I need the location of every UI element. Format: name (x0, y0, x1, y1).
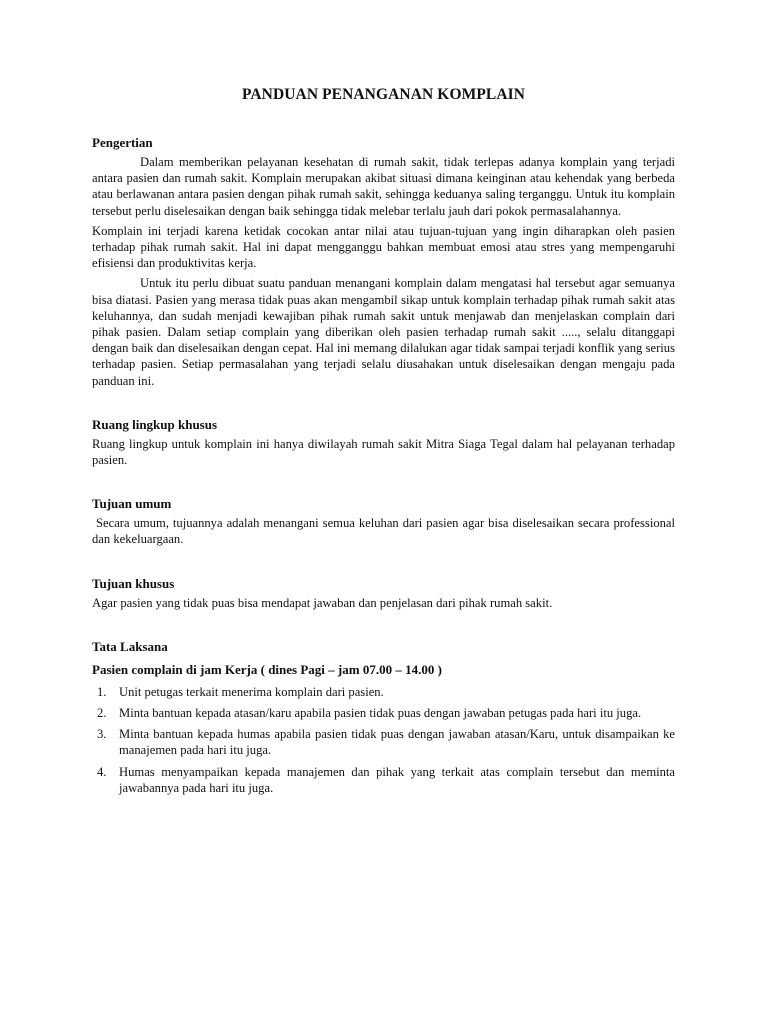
paragraph-pengertian-2: Komplain ini terjadi karena ketidak cocokan antar nilai atau tujuan-tujuan yang ingin diharapkan oleh pasien terhadap pihak rumah sakit. Hal ini dapat mengganggu bahkan membuat emosi atau stres yang mempengaruhi efisiensi dan produktivitas kerja. (92, 223, 675, 271)
paragraph-tujuan-khusus: Agar pasien yang tidak puas bisa mendapat jawaban dan penjelasan dari pihak rumah sakit. (92, 595, 553, 610)
list-item-text: Humas menyampaikan kepada manajemen dan pihak yang terkait atas complain tersebut dan meminta jawabannya pada hari itu juga. (119, 764, 675, 795)
list-item-number: 1. (97, 684, 107, 699)
list-item (92, 764, 675, 796)
section-pengertian (92, 134, 675, 389)
list-item-number: 3. (97, 727, 107, 742)
section-heading-tata-laksana: Tata Laksana (92, 638, 168, 654)
section-heading-tujuan-umum: Tujuan umum (92, 496, 172, 512)
list-item (92, 684, 675, 700)
section-heading-tujuan-khusus: Tujuan khusus (92, 575, 175, 591)
section-tujuan-khusus (92, 575, 675, 611)
paragraph-pengertian-1: Dalam memberikan pelayanan kesehatan di rumah sakit, tidak terlepas adanya komplain yang terjadi antara pasien dan rumah sakit. Komplain merupakan akibat situasi dimana keinginan atau kehendak yang berbeda atau berlawanan antara pasien dengan pihak rumah sakit, sehingga keduanya saling terganggu. Untuk itu komplain tersebut perlu diselesaikan dengan baik sehingga tidak melebar terlalu jauh dari pokok permasalahannya. (92, 155, 675, 218)
list-item-number: 2. (97, 706, 107, 721)
list-item-number: 4. (97, 764, 107, 779)
section-heading-pengertian: Pengertian (92, 135, 153, 150)
paragraph-pengertian-3: Untuk itu perlu dibuat suatu panduan menangani komplain dalam mengatasi hal tersebut agar semuanya bisa diatasi. Pasien yang merasa tidak puas akan mengambil sikap untuk komplain terhadap pihak rumah sakit atas keluhannya, dan sudah menjadi kewajiban pihak rumah sakit untuk menjawab dan menjelaskan complain dari pihak pasien. Dalam setiap complain yang diberikan oleh pasien terhadap rumah sakit ....., selalu ditanggapi dengan baik dan diselesaikan dengan cepat. Hal ini memang dilalukan agar tidak sampai terjadi konflik yang serius terhadap pasien. Setiap permasalahan yang terjadi selalu diusahakan untuk diselesaikan dengan mengaju pada panduan ini. (92, 276, 675, 388)
paragraph-tujuan-umum: Secara umum, tujuannya adalah menangani semua keluhan dari pasien agar bisa diselesaikan secara professional dan kekeluargaan. (92, 516, 679, 547)
section-tujuan-umum (92, 495, 679, 547)
list-item (92, 726, 675, 758)
paragraph-ruang-lingkup: Ruang lingkup untuk komplain ini hanya diwilayah rumah sakit Mitra Siaga Tegal dalam hal pelayanan terhadap pasien. (92, 436, 675, 468)
document-title: PANDUAN PENANGANAN KOMPLAIN (241, 86, 526, 103)
subheading-jam-kerja: Pasien complain di jam Kerja ( dines Pagi – jam 07.00 – 14.00 ) (92, 661, 442, 677)
list-item (92, 705, 675, 721)
list-item-text: Unit petugas terkait menerima komplain dari pasien. (119, 684, 384, 699)
list-item-text: Minta bantuan kepada humas apabila pasien tidak puas dengan jawaban atasan/Karu, untuk disampaikan ke manajemen pada hari itu juga. (119, 727, 675, 758)
list-item-text: Minta bantuan kepada atasan/karu apabila pasien tidak puas dengan jawaban petugas pada hari itu juga. (119, 706, 642, 721)
procedure-steps-list (92, 684, 675, 796)
section-heading-ruang-lingkup: Ruang lingkup khusus (92, 416, 218, 432)
section-tata-laksana (92, 638, 675, 796)
section-ruang-lingkup (92, 416, 675, 468)
document-body (92, 86, 679, 801)
